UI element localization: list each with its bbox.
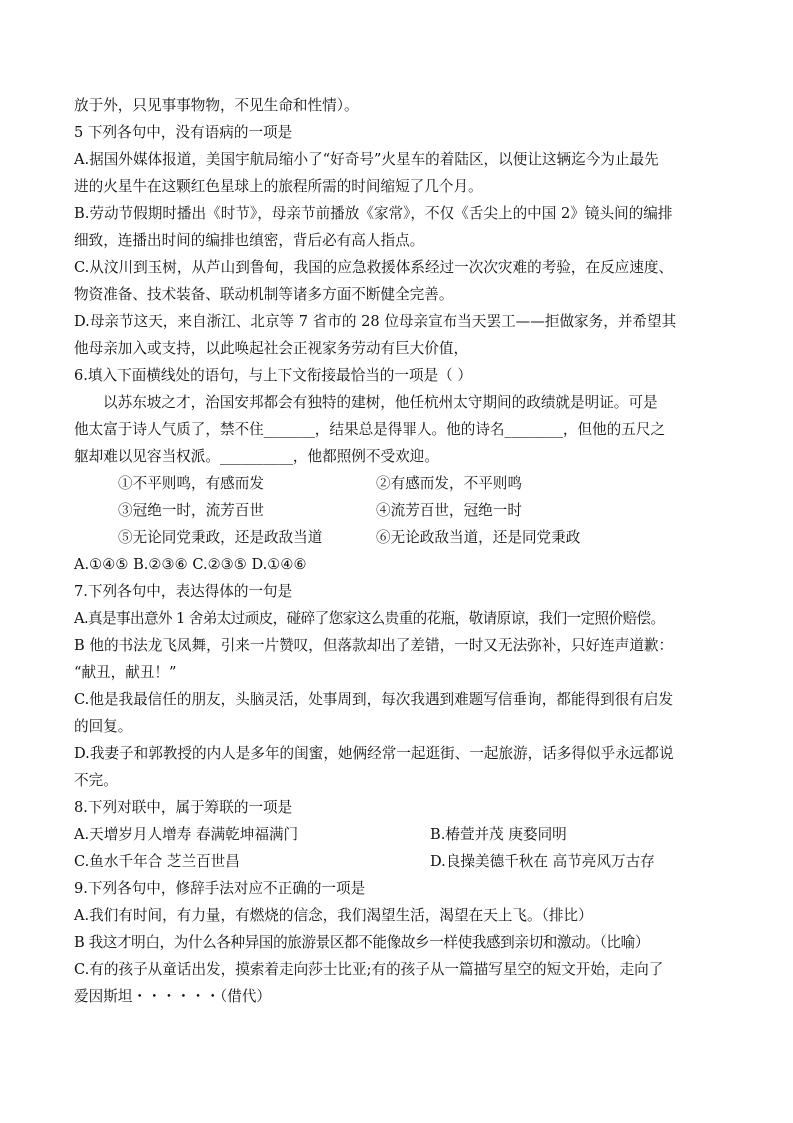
q5-option-c-line2: 物资准备、技术装备、联动机制等诸多方面不断健全完善。 [74, 286, 454, 303]
q7-option-c-line2: 的回复。 [74, 718, 133, 735]
q8-option-c: C.鱼水千年合 芝兰百世昌 [74, 853, 240, 870]
q6-choice-4: ④流芳百世，冠绝一时 [376, 502, 522, 519]
q8-option-a: A.天增岁月人增寿 春满乾坤福满门 [74, 826, 299, 843]
text-line: 放于外，只见事事物物，不见生命和性情）。 [74, 97, 359, 114]
q7-option-d-line2: 不完。 [74, 772, 118, 789]
question-8-stem: 8.下列对联中，属于筹联的一项是 [74, 799, 293, 816]
question-9-stem: 9.下列各句中，修辞手法对应不正确的一项是 [74, 880, 366, 897]
q8-option-d: D.良操美德千秋在 高节亮风万古存 [430, 853, 655, 870]
question-6-stem: 6.填入下面横线处的语句，与上下文衔接最恰当的一项是（ ） [74, 367, 473, 384]
q6-passage-line2: 他太富于诗人气质了，禁不住_______，结果总是得罪人。他的诗名________，但他的五尺之 [74, 421, 666, 438]
q7-option-d-line1: D.我妻子和郭教授的内人是多年的闺蜜，她俩经常一起逛街、一起旅游，话多得似乎永远都说 [74, 745, 674, 762]
q5-option-d-line2: 他母亲加入或支持，以此唤起社会正视家务劳动有巨大价值， [74, 340, 469, 357]
q6-choice-1: ①不平则鸣，有感而发 [118, 475, 264, 492]
question-5-stem: 5 下列各句中，没有语病的一项是 [74, 124, 293, 141]
q5-option-a-line2: 进的火星牛在这颗红色星球上的旅程所需的时间缩短了几个月。 [74, 178, 483, 195]
q5-option-b-line1: B.劳动节假期时播出《时节》，母亲节前播放《家常》，不仅《舌尖上的中国 2》镜头间的编排 [74, 205, 673, 222]
q5-option-c-line1: C.从汶川到玉树，从芦山到鲁甸，我国的应急救援体系经过一次次灾难的考验，在反应速度、 [74, 259, 674, 276]
q8-option-b: B.椿萱并茂 庚婺同明 [430, 826, 567, 843]
q6-answer-options: A.①④⑤ B.②③⑥ C.②③⑤ D.①④⑥ [74, 556, 307, 573]
q6-passage-line1: 以苏东坡之才，治国安邦都会有独特的建树，他任杭州太守期间的政绩就是明证。可是 [103, 394, 658, 411]
q6-choice-3: ③冠绝一时，流芳百世 [118, 502, 264, 519]
q6-passage-line3: 躯却难以见容当权派。__________，他都照例不受欢迎。 [74, 448, 439, 465]
q9-option-c-line2: 爱因斯坦・・・・・・（借代） [74, 988, 272, 1005]
q5-option-b-line2: 细致，连播出时间的编排也缜密，背后必有高人指点。 [74, 232, 425, 249]
question-7-stem: 7.下列各句中，表达得体的一句是 [74, 583, 293, 600]
q6-choice-2: ②有感而发，不平则鸣 [376, 475, 522, 492]
q7-option-b-line1: B 他的书法龙飞凤舞，引来一片赞叹，但落款却出了差错，一时又无法弥补，只好连声道歉： [74, 637, 674, 654]
q9-option-a: A.我们有时间，有力量，有燃烧的信念，我们渴望生活，渴望在天上飞。（排比） [74, 907, 593, 924]
q6-choice-5: ⑤无论同党秉政，还是政敌当道 [118, 529, 323, 546]
q5-option-a-line1: A.据国外媒体报道，美国宇航局缩小了“好奇号”火星车的着陆区，以便让这辆迄今为止最先 [74, 151, 659, 168]
q7-option-b-line2: “献丑，献丑！” [74, 664, 177, 681]
q6-choice-6: ⑥无论政敌当道，还是同党秉政 [376, 529, 581, 546]
q5-option-d-line1: D.母亲节这天，来自浙江、北京等 7 省市的 28 位母亲宣布当天罢工——拒做家务，并希望其 [74, 313, 677, 330]
q9-option-b: B 我这才明白，为什么各种异国的旅游景区都不能像故乡一样使我感到亲切和激动。（比喻） [74, 934, 650, 951]
q7-option-c-line1: C.他是我最信任的朋友，头脑灵活，处事周到，每次我遇到难题写信垂询，都能得到很有启发 [74, 691, 674, 708]
q9-option-c-line1: C.有的孩子从童话出发，摸索着走向莎士比亚;有的孩子从一篇描写星空的短文开始，走向了 [74, 961, 664, 978]
q7-option-a: A.真是事出意外 1 舍弟太过顽皮，碰碎了您家这么贵重的花瓶，敬请原谅，我们一定照价赔偿。 [74, 610, 665, 627]
